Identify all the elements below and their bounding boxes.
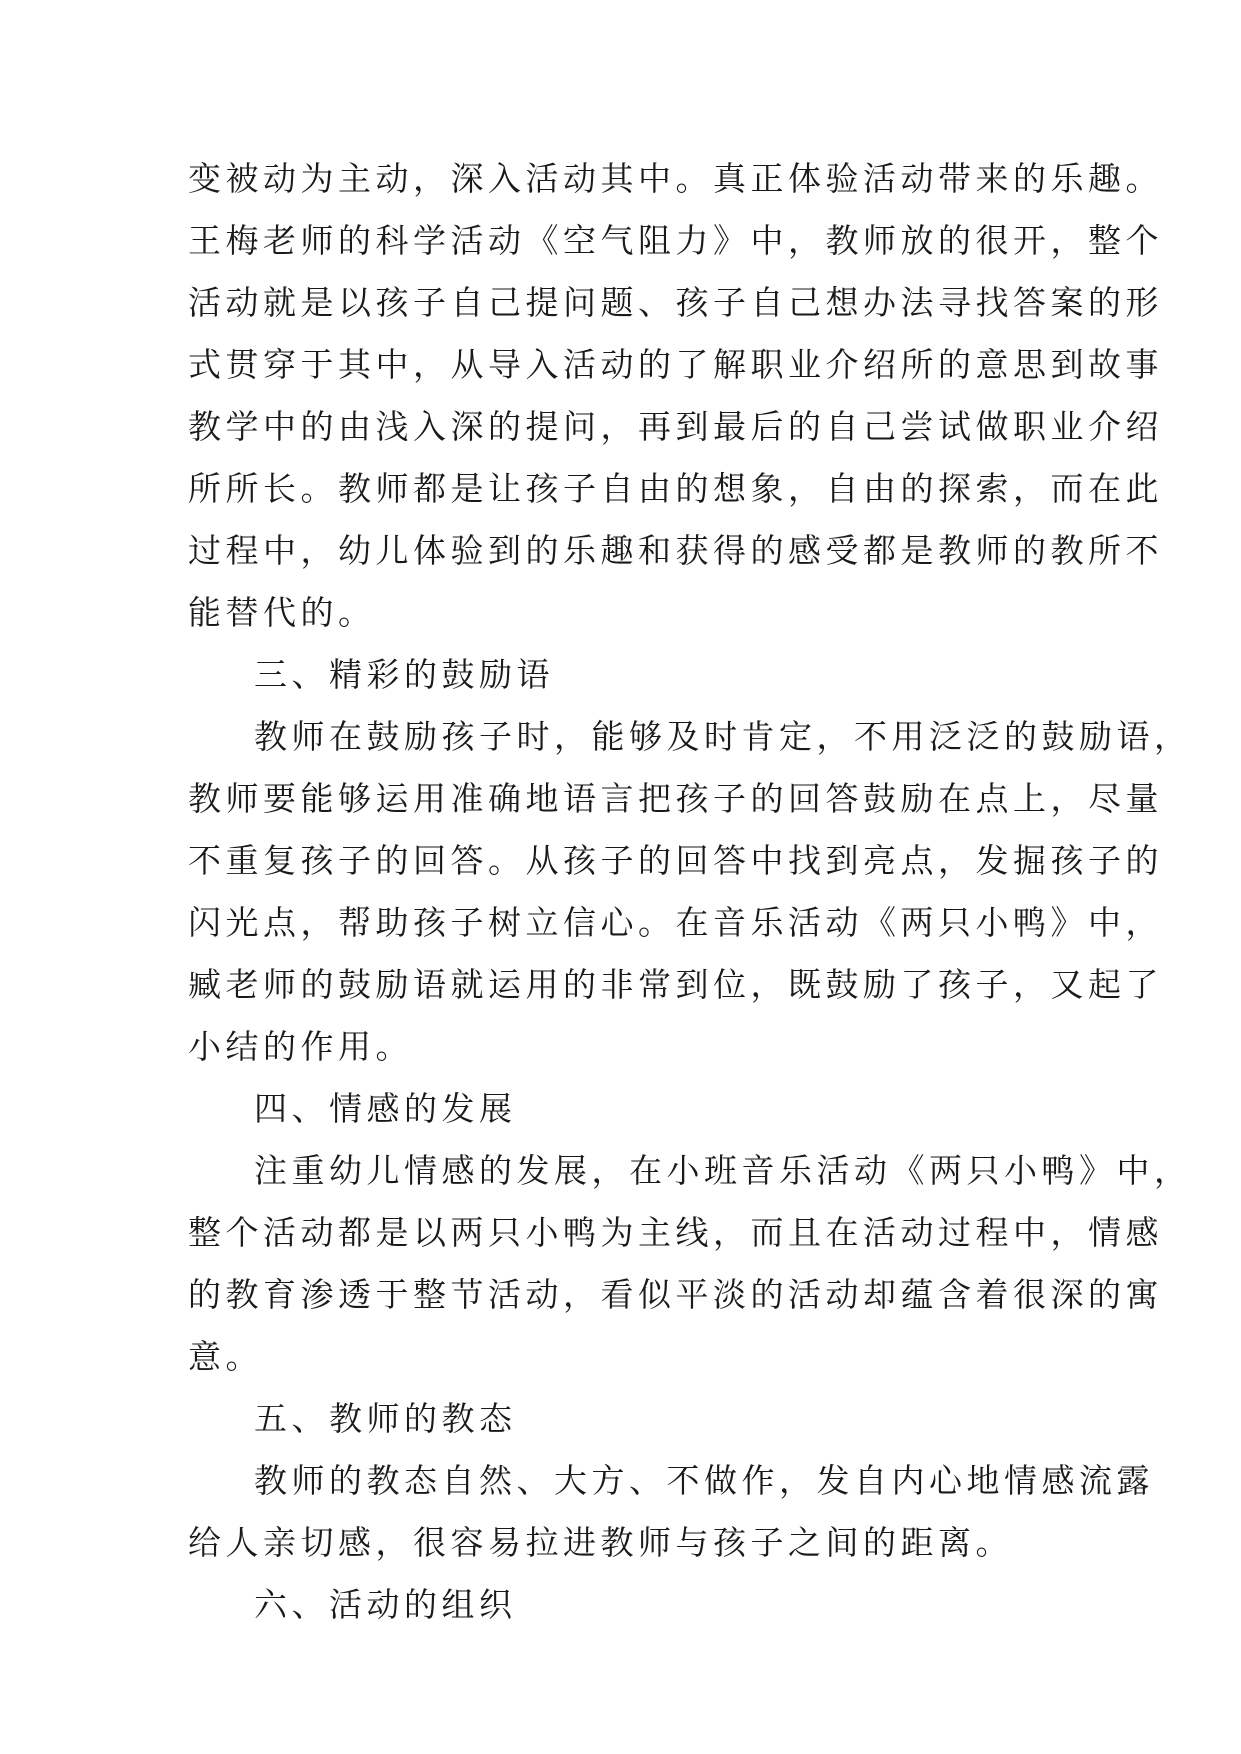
paragraph-line: 王梅老师的科学活动《空气阻力》中，教师放的很开，整个 bbox=[188, 221, 1163, 260]
paragraph-line: 式贯穿于其中，从导入活动的了解职业介绍所的意思到故事 bbox=[188, 345, 1163, 384]
section-heading: 六、活动的组织 bbox=[254, 1585, 517, 1624]
section-heading: 五、教师的教态 bbox=[254, 1399, 517, 1438]
paragraph-line: 教师要能够运用准确地语言把孩子的回答鼓励在点上，尽量 bbox=[188, 779, 1163, 818]
paragraph-line: 教师的教态自然、大方、不做作，发自内心地情感流露 bbox=[254, 1461, 1154, 1500]
paragraph-line: 能替代的。 bbox=[188, 593, 376, 632]
paragraph-line: 不重复孩子的回答。从孩子的回答中找到亮点，发掘孩子的 bbox=[188, 841, 1163, 880]
paragraph-line: 臧老师的鼓励语就运用的非常到位，既鼓励了孩子，又起了 bbox=[188, 965, 1163, 1004]
paragraph-line: 所所长。教师都是让孩子自由的想象，自由的探索，而在此 bbox=[188, 469, 1163, 508]
paragraph-line: 过程中，幼儿体验到的乐趣和获得的感受都是教师的教所不 bbox=[188, 531, 1163, 570]
paragraph-line: 注重幼儿情感的发展，在小班音乐活动《两只小鸭》中， bbox=[254, 1151, 1192, 1190]
section-heading: 四、情感的发展 bbox=[254, 1089, 517, 1128]
paragraph-line: 给人亲切感，很容易拉进教师与孩子之间的距离。 bbox=[188, 1523, 1013, 1562]
paragraph-line: 教学中的由浅入深的提问，再到最后的自己尝试做职业介绍 bbox=[188, 407, 1163, 446]
paragraph-line: 变被动为主动，深入活动其中。真正体验活动带来的乐趣。 bbox=[188, 159, 1163, 198]
document-body bbox=[188, 148, 1192, 1636]
paragraph-line: 教师在鼓励孩子时，能够及时肯定，不用泛泛的鼓励语， bbox=[254, 717, 1192, 756]
paragraph-line: 小结的作用。 bbox=[188, 1027, 413, 1066]
paragraph-line: 闪光点，帮助孩子树立信心。在音乐活动《两只小鸭》中， bbox=[188, 903, 1163, 942]
paragraph-line: 活动就是以孩子自己提问题、孩子自己想办法寻找答案的形 bbox=[188, 283, 1163, 322]
paragraph-line: 的教育渗透于整节活动，看似平淡的活动却蕴含着很深的寓 bbox=[188, 1275, 1163, 1314]
section-heading: 三、精彩的鼓励语 bbox=[254, 655, 554, 694]
paragraph-line: 整个活动都是以两只小鸭为主线，而且在活动过程中，情感 bbox=[188, 1213, 1163, 1252]
paragraph-line: 意。 bbox=[188, 1337, 263, 1376]
